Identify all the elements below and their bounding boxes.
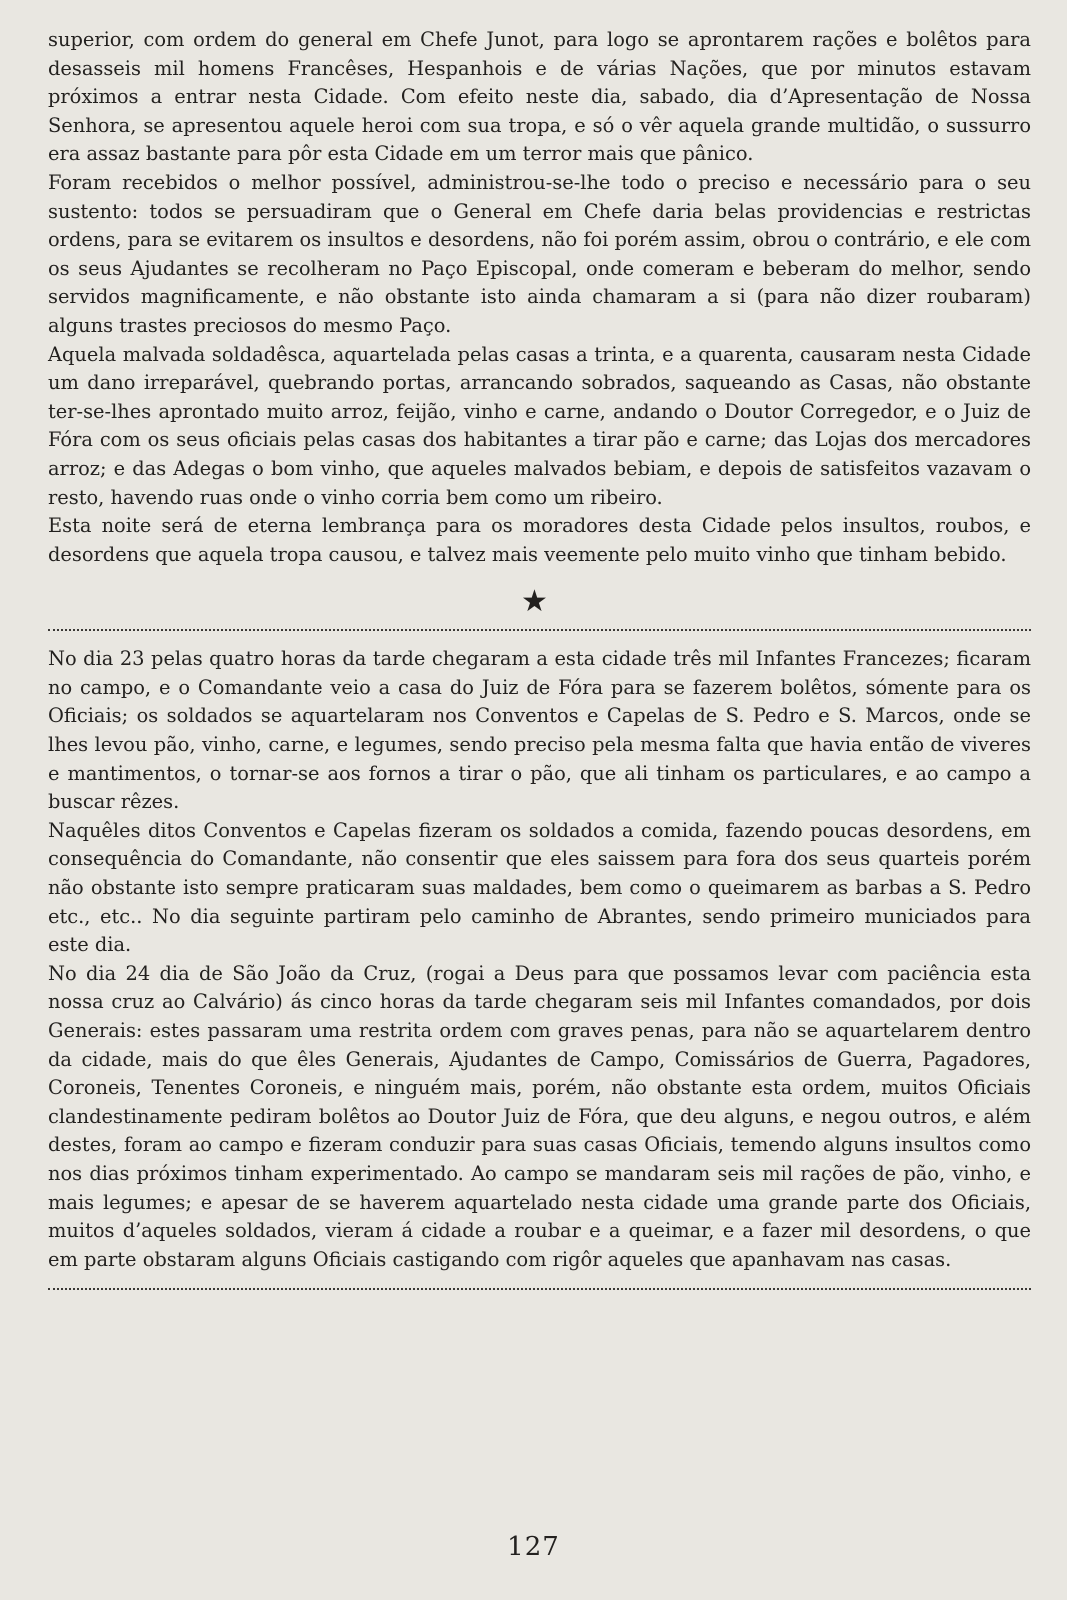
text-block: [48, 26, 1031, 1290]
paragraph: Foram recebidos o melhor possível, administrou-se-lhe todo o preciso e necessário para o seu sustento: todos se persuadiram que o General em Chefe daria belas providencias e restrictas ordens, para se evitarem os insultos e desordens, não foi porém assim, obrou o contrário, e ele com os seus Ajudantes se recolheram no Paço Episcopal, onde comeram e beberam do melhor, sendo servidos magnificamente, e não obstante isto ainda chamaram a si (para não dizer roubaram) alguns trastes preciosos do mesmo Paço.: [48, 170, 1031, 337]
paragraph: Naquêles ditos Conventos e Capelas fizeram os soldados a comida, fazendo poucas desordens, em consequência do Comandante, não consentir que eles saissem para fora dos seus quarteis porém não obstante isto sempre praticaram suas maldades, bem como o queimarem as barbas a S. Pedro etc., etc.. No dia seguinte partiram pelo caminho de Abrantes, sendo primeiro municiados para este dia.: [48, 818, 1031, 957]
star-ornament-icon: ★: [521, 584, 548, 620]
paragraph: Aquela malvada soldadêsca, aquartelada pelas casas a trinta, e a quarenta, causaram nesta Cidade um dano irreparável, quebrando portas, arrancando sobrados, saqueando as Casas, não obstante ter-se-lhes aprontado muito arroz, feijão, vinho e carne, andando o Doutor Corregedor, e o Juiz de Fóra com os seus oficiais pelas casas dos habitantes a tirar pão e carne; das Lojas dos mercadores arroz; e das Adegas o bom vinho, que aqueles malvados bebiam, e depois de satisfeitos vazavam o resto, havendo ruas onde o vinho corria bem como um ribeiro.: [48, 342, 1031, 509]
paragraph: No dia 24 dia de São João da Cruz, (rogai a Deus para que possamos levar com paciência esta nossa cruz ao Calvário) ás cinco horas da tarde chegaram seis mil Infantes comandados, por dois Generais: estes passaram uma restrita ordem com graves penas, para não se aquartelarem dentro da cidade, mais do que êles Generais, Ajudantes de Campo, Comissários de Guerra, Pagadores, Coroneis, Tenentes Coroneis, e ninguém mais, porém, não obstante esta ordem, muitos Oficiais clandestinamente pediram bolêtos ao Doutor Juiz de Fóra, que deu alguns, e negou outros, e além destes, foram ao campo e fizeram conduzir para suas casas Oficiais, temendo alguns insultos como nos dias próximos tinham experimentado. Ao campo se mandaram seis mil rações de pão, vinho, e mais legumes; e apesar de se haverem aquartelado nesta cidade uma grande parte dos Oficiais, muitos d’aqueles soldados, vieram á cidade a roubar e a queimar, e a fazer mil desordens, o que em parte obstaram alguns Oficiais castigando com rigôr aqueles que apanhavam nas casas.: [48, 961, 1031, 1271]
paragraph: superior, com ordem do general em Chefe Junot, para logo se aprontarem rações e bolêtos para desasseis mil homens Francêses, Hespanhois e de várias Nações, que por minutos estavam próximos a entrar nesta Cidade. Com efeito neste dia, sabado, dia d’Apresentação de Nossa Senhora, se apresentou aquele heroi com sua tropa, e só o vêr aquela grande multidão, o sussurro era assaz bastante para pôr esta Cidade em um terror mais que pânico.: [48, 28, 1031, 166]
page-number: 127: [507, 1532, 560, 1562]
dotted-separator: [48, 629, 1031, 631]
paragraph: Esta noite será de eterna lembrança para os moradores desta Cidade pelos insultos, roubos, e desordens que aquela tropa causou, e talvez mais veemente pelo muito vinho que tinham bebido.: [48, 514, 1031, 566]
dotted-separator-bottom: [48, 1288, 1031, 1290]
paragraph: No dia 23 pelas quatro horas da tarde chegaram a esta cidade três mil Infantes Francezes; ficaram no campo, e o Comandante veio a casa do Juiz de Fóra para se fazerem bolêtos, sómente para os Oficiais; os soldados se aquartelaram nos Conventos e Capelas de S. Pedro e S. Marcos, onde se lhes levou pão, vinho, carne, e legumes, sendo preciso pela mesma falta que havia então de viveres e mantimentos, o tornar-se aos fornos a tirar o pão, que ali tinham os particulares, e ao campo a buscar rêzes.: [48, 647, 1031, 814]
